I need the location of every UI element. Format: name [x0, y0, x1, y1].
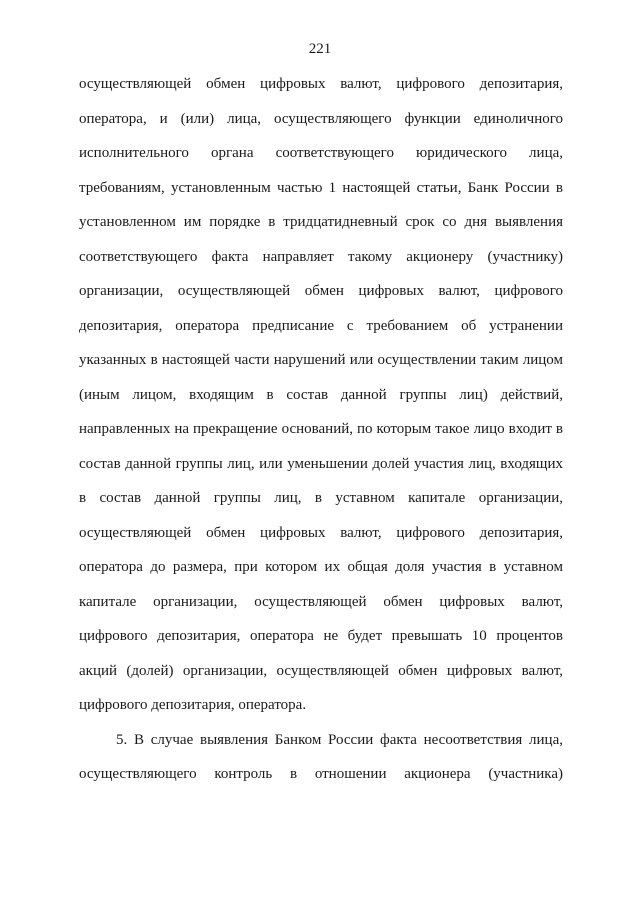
text-line: оператора, и (или) лица, осуществляющего функции единоличного [79, 111, 563, 127]
text-line: направленных на прекращение оснований, по которым такое лицо входит в [79, 421, 563, 437]
text-line: осуществляющей обмен цифровых валют, цифрового депозитария, [79, 76, 563, 92]
text-line: депозитария, оператора предписание с требованием об устранении [79, 318, 563, 334]
text-line: цифрового депозитария, оператора. [79, 697, 307, 713]
text-line: организации, осуществляющей обмен цифровых валют, цифрового [79, 283, 563, 299]
text-line: состав данной группы лиц, или уменьшении долей участия лиц, входящих [79, 456, 563, 472]
text-line: осуществляющей обмен цифровых валют, цифрового депозитария, [79, 525, 563, 541]
text-line: цифрового депозитария, оператора не будет превышать 10 процентов [79, 628, 563, 644]
text-line: требованиям, установленным частью 1 настоящей статьи, Банк России в [79, 180, 563, 196]
text-line: оператора до размера, при котором их общая доля участия в уставном [79, 559, 563, 575]
text-line: установленном им порядке в тридцатидневный срок со дня выявления [79, 214, 563, 230]
text-line: исполнительного органа соответствующего юридического лица, [79, 145, 563, 161]
page-number: 221 [308, 41, 332, 57]
text-line: капитале организации, осуществляющей обмен цифровых валют, [79, 594, 563, 610]
text-line: в состав данной группы лиц, в уставном капитале организации, [79, 490, 563, 506]
text-line: осуществляющего контроль в отношении акционера (участника) [79, 766, 563, 782]
text-line: акций (долей) организации, осуществляющей обмен цифровых валют, [79, 663, 563, 679]
text-line: указанных в настоящей части нарушений или осуществлении таким лицом [79, 352, 563, 368]
text-line: (иным лицом, входящим в состав данной группы лиц) действий, [79, 387, 563, 403]
text-line: соответствующего факта направляет такому акционеру (участнику) [79, 249, 563, 265]
paragraph-first-line: 5. В случае выявления Банком России факта несоответствия лица, [116, 732, 563, 748]
